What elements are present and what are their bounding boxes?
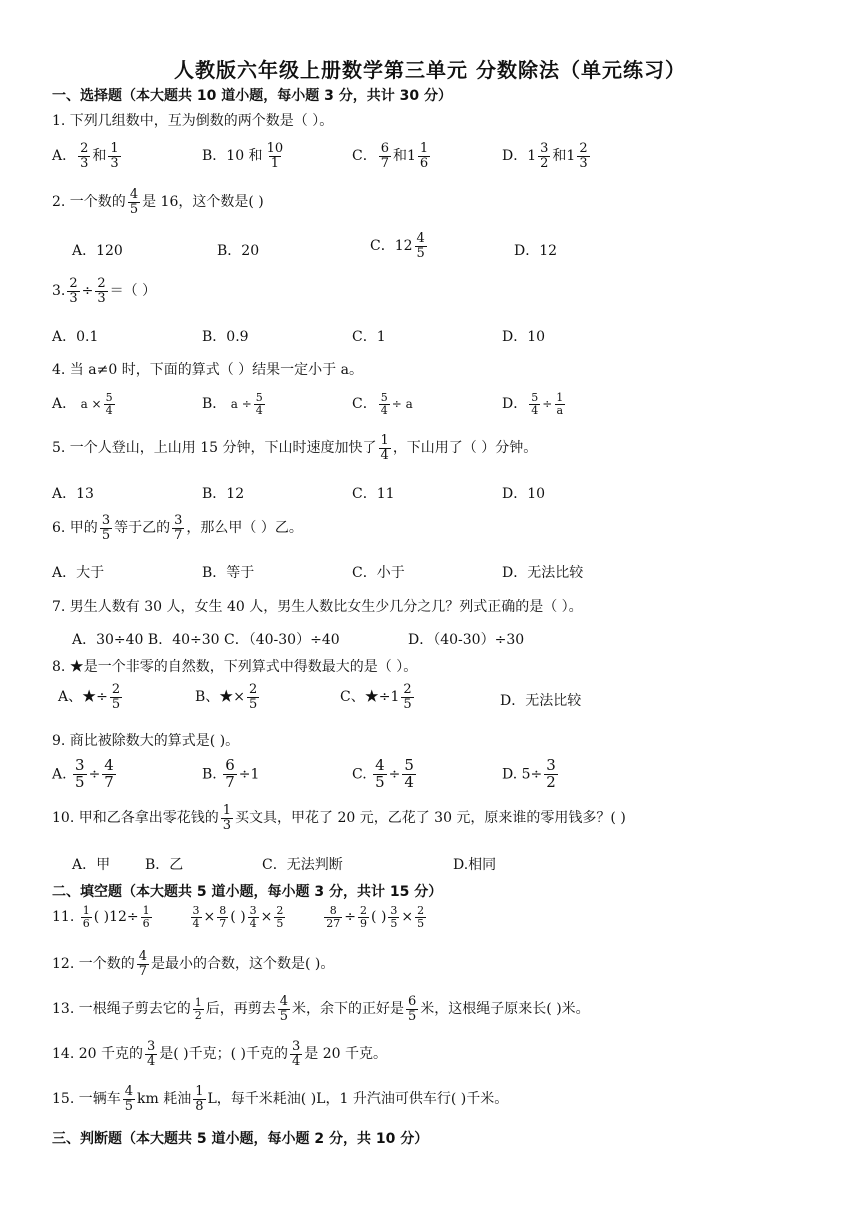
question-10-option-a: A．甲 — [72, 857, 111, 873]
question-1-option-c: C． $\frac{6}{7}$ 和1 $\frac{1}{6}$ — [352, 141, 429, 171]
question-3-stem: 3. $\frac{2}{3}$ ÷ $\frac{2}{3}$ ＝（ ） — [52, 276, 157, 306]
question-5-stem: 5. 一个人登山，上山用 15 分钟，下山时速度加快了 $\frac{1}{4}$ ，下山用了（ ）分钟。 — [52, 433, 538, 463]
answer-blank[interactable]: ( ) — [371, 909, 387, 926]
question-12: 12. 一个数的 $\frac{4}{7}$ 是最小的合数，这个数是( )。 — [52, 949, 335, 979]
question-2-option-b: B．20 — [217, 243, 260, 259]
question-9-option-d: D. 5÷ $\frac{3}{2}$ — [502, 756, 556, 791]
question-6-stem: 6. 甲的 $\frac{3}{5}$ 等于乙的 $\frac{3}{7}$ ，那么甲（ ）乙。 — [52, 513, 303, 543]
question-14: 14. 20 千克的 $\frac{3}{4}$ 是( )千克；( )千克的 $\frac{3}{4}$ 是 20 千克。 — [52, 1039, 388, 1069]
section-heading-fill-blank: 二、填空题（本大题共 5 道小题，每小题 3 分，共计 15 分） — [52, 884, 443, 900]
question-10-option-d: D.相同 — [453, 857, 497, 873]
question-10-stem: 10. 甲和乙各拿出零花钱的 $\frac{1}{3}$ 买文具，甲花了 20 元，乙花了 30 元，原来谁的零用钱多？( ) — [52, 803, 626, 833]
question-1-stem: 1. 下列几组数中，互为倒数的两个数是（ ）。 — [52, 113, 334, 129]
question-3-option-a: A．0.1 — [52, 329, 99, 345]
question-9-option-a: A. $\frac{3}{5}$ ÷ $\frac{4}{7}$ — [52, 756, 114, 791]
question-10-option-b: B．乙 — [145, 857, 184, 873]
question-1-option-b: B．10 和 $\frac{10}{1}$ — [202, 141, 284, 171]
question-2-option-c: C．12 $\frac{4}{5}$ — [370, 231, 425, 261]
answer-blank[interactable]: ( ) — [93, 909, 110, 926]
question-10-option-c: C．无法判断 — [262, 857, 343, 873]
question-2-stem: 2. 一个数的 $\frac{4}{5}$ 是 16，这个数是( ) — [52, 187, 264, 217]
page-title: 人教版六年级上册数学第三单元 分数除法（单元练习） — [174, 58, 686, 82]
question-1-option-d: D．1 $\frac{3}{2}$ 和1 $\frac{2}{3}$ — [502, 141, 588, 171]
section-heading-true-false: 三、判断题（本大题共 5 道小题，每小题 2 分，共 10 分） — [52, 1131, 429, 1147]
question-8-stem: 8. ★是一个非零的自然数，下列算式中得数最大的是（ ）。 — [52, 659, 418, 675]
question-5-option-b: B．12 — [202, 486, 245, 502]
question-7-options-abc: A．30÷40 B．40÷30 C．（40-30）÷40 — [72, 632, 340, 648]
question-1-option-a: A． $\frac{2}{3}$ 和 $\frac{1}{3}$ — [52, 141, 119, 171]
question-4-stem: 4. 当 a≠0 时，下面的算式（ ）结果一定小于 a。 — [52, 362, 363, 378]
section-heading-choice: 一、选择题（本大题共 10 道小题，每小题 3 分，共计 30 分） — [52, 88, 452, 104]
question-2-option-d: D．12 — [514, 243, 558, 259]
question-8-option-d: D．无法比较 — [500, 693, 582, 709]
question-5-option-c: C．11 — [352, 486, 395, 502]
question-15: 15. 一辆车 $\frac{4}{5}$ km 耗油 $\frac{1}{8}$ L，每千米耗油( )L，1 升汽油可供车行( )千米。 — [52, 1084, 509, 1114]
question-7-stem: 7. 男生人数有 30 人，女生 40 人，男生人数比女生少几分之几？列式正确的是（ ）。 — [52, 599, 583, 615]
answer-blank[interactable]: ( ) — [230, 909, 246, 926]
question-3-option-c: C．1 — [352, 329, 386, 345]
question-6-option-d: D．无法比较 — [502, 565, 584, 581]
question-9-option-b: B. $\frac{6}{7}$ ÷1 — [202, 756, 260, 791]
question-3-option-b: B．0.9 — [202, 329, 249, 345]
question-7-option-d: D．（40-30）÷30 — [408, 632, 525, 648]
question-2-option-a: A．120 — [72, 243, 123, 259]
question-4-option-d: D． $\frac{5}{4}$ ÷ $\frac{1}{a}$ — [502, 391, 564, 417]
question-4-option-b: B． a ÷ $\frac{5}{4}$ — [202, 391, 263, 417]
question-4-option-a: A． a × $\frac{5}{4}$ — [52, 391, 113, 417]
question-5-option-d: D．10 — [502, 486, 546, 502]
question-8-option-b: B、★× $\frac{2}{5}$ — [195, 682, 258, 712]
question-3-option-d: D．10 — [502, 329, 546, 345]
question-6-option-a: A．大于 — [52, 565, 105, 581]
question-6-option-b: B．等于 — [202, 565, 255, 581]
question-9-option-c: C. $\frac{4}{5}$ ÷ $\frac{5}{4}$ — [352, 756, 414, 791]
question-5-option-a: A．13 — [52, 486, 94, 502]
question-4-option-c: C． $\frac{5}{4}$ ÷ a — [352, 391, 413, 417]
question-9-stem: 9. 商比被除数大的算式是( )。 — [52, 733, 240, 749]
question-8-option-c: C、★÷1 $\frac{2}{5}$ — [340, 682, 412, 712]
question-11: 11. $\frac{1}{6}$ ( )12÷ $\frac{1}{6}$ $\frac{3}{4}$ × $\frac{8}{7}$ ( ) $\frac{3}{4}$ × $\frac{2}{5}$ $\frac{8}{27}$ ÷ $\frac{2}{9}$ ( ) $\frac{3}{5}$ × $\frac{2}{5}$ — [52, 904, 425, 930]
question-13: 13. 一根绳子剪去它的 $\frac{1}{2}$ 后，再剪去 $\frac{4}{5}$ 米，余下的正好是 $\frac{6}{5}$ 米，这根绳子原来长( )米。 — [52, 994, 590, 1024]
question-6-option-c: C．小于 — [352, 565, 405, 581]
question-8-option-a: A、★÷ $\frac{2}{5}$ — [58, 682, 121, 712]
